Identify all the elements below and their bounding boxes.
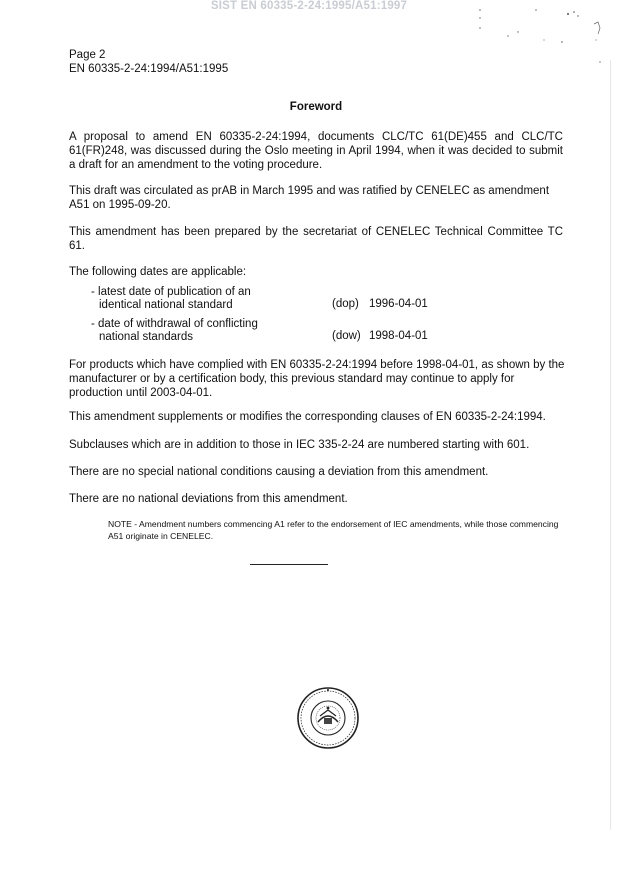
paragraph-products: For products which have complied with EN 60335-2-24:1994 before 1998-04-01, as shown by the manufacturer or by a certification body, this previous standard may continue to apply for production until 2003-04-01.	[69, 359, 565, 399]
date-dow-label-line2: national standards	[99, 331, 193, 343]
note: NOTE - Amendment numbers commencing A1 refer to the endorsement of IEC amendments, while those commencing A51 originate in CENELEC.	[108, 519, 559, 541]
date-dop-label-line2: identical national standard	[99, 299, 233, 311]
paragraph-supplements: This amendment supplements or modifies the corresponding clauses of EN 60335-2-24:1994.	[69, 411, 546, 423]
foreword-title: Foreword	[289, 101, 343, 113]
scan-noise-marks	[470, 6, 610, 66]
end-rule	[250, 564, 328, 565]
date-dow-label-line1: - date of withdrawal of conflicting	[91, 318, 258, 330]
watermark: SIST EN 60335-2-24:1995/A51:1997	[210, 0, 408, 12]
date-dop-label-line1: - latest date of publication of an	[91, 286, 251, 298]
paragraph-secretariat: This amendment has been prepared by the secretariat of CENELEC Technical Committee TC 61.	[69, 226, 563, 252]
page-label: Page 2	[69, 49, 106, 61]
institute-seal	[296, 686, 360, 750]
document-number: EN 60335-2-24:1994/A51:1995	[69, 63, 229, 75]
date-dow-code: (dow)	[332, 330, 361, 342]
date-dow-value: 1998-04-01	[369, 330, 428, 342]
date-dop-code: (dop)	[332, 298, 359, 310]
paragraph-dates-intro: The following dates are applicable:	[69, 266, 247, 278]
paragraph-national-deviations: There are no national deviations from this amendment.	[69, 493, 348, 505]
page-edge	[610, 60, 611, 830]
paragraph-proposal: A proposal to amend EN 60335-2-24:1994, documents CLC/TC 61(DE)455 and CLC/TC 61(FR)248, was discussed during the Oslo meeting in April 1994, when it was decided to submit a draft for an amendment to the voting procedure.	[69, 131, 563, 171]
paragraph-draft: This draft was circulated as prAB in March 1995 and was ratified by CENELEC as amendment A51 on 1995-09-20.	[69, 185, 550, 211]
paragraph-subclauses: Subclauses which are in addition to those in IEC 335-2-24 are numbered starting with 601.	[69, 439, 530, 451]
date-dop-value: 1996-04-01	[369, 298, 428, 310]
page-header	[69, 48, 228, 76]
paragraph-special-conditions: There are no special national conditions causing a deviation from this amendment.	[69, 466, 489, 478]
